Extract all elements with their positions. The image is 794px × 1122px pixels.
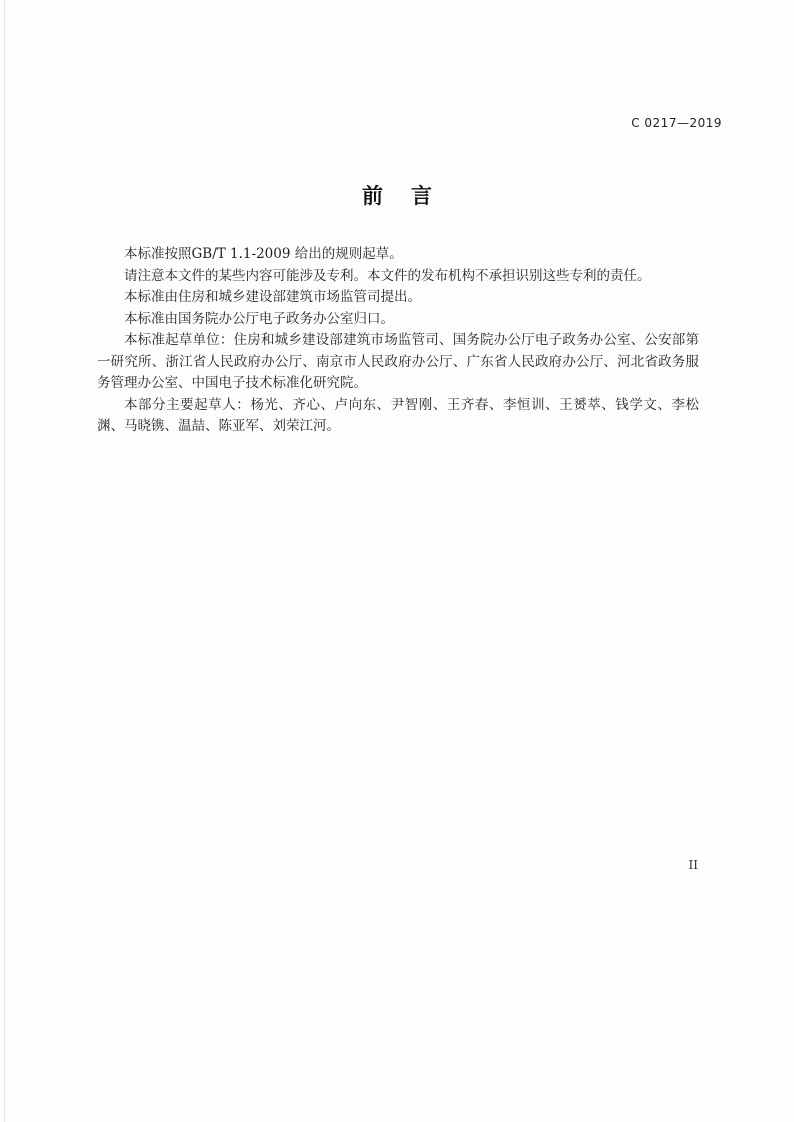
document-code: C 0217—2019 [631,116,722,130]
paragraph-drafters: 本部分主要起草人：杨光、齐心、卢向东、尹智刚、王齐春、李恒训、王赟萃、钱学文、李松渊、马晓镌、温喆、陈亚军、刘荣江河。 [97,396,699,434]
page-number: II [688,858,698,872]
scan-edge-line [4,0,5,1122]
paragraph-drafting-units: 本标准起草单位：住房和城乡建设部建筑市场监管司、国务院办公厅电子政务办公室、公安部第一研究所、浙江省人民政府办公厅、南京市人民政府办公厅、广东省人民政府办公厅、河北省政务服务管理办公室、中国电子技术标准化研究院。 [97,332,699,391]
paragraph-patent-notice: 请注意本文件的某些内容可能涉及专利。本文件的发布机构不承担识别这些专利的责任。 [124,267,651,284]
preface-body [97,244,699,438]
page-title: 前言 [362,184,460,208]
paragraph-administrator: 本标准由国务院办公厅电子政务办公室归口。 [124,310,394,327]
paragraph-proposer: 本标准由住房和城乡建设部建筑市场监管司提出。 [124,289,421,305]
paragraph-drafting-rules: 本标准按照GB/T 1.1-2009 给出的规则起草。 [124,246,403,262]
